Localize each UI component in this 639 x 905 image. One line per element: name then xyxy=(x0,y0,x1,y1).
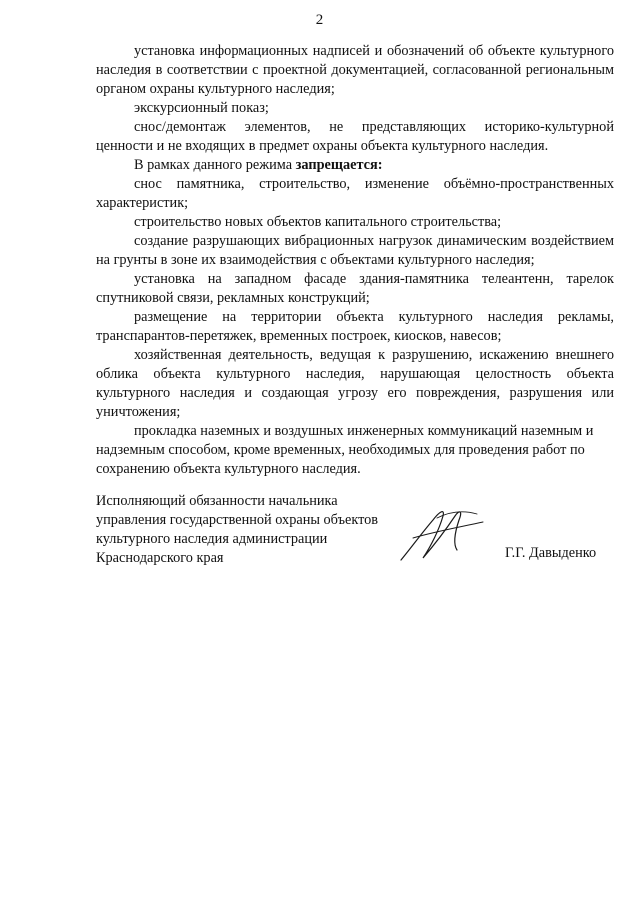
signatory-name: Г.Г. Давыденко xyxy=(505,545,597,561)
signatory-position xyxy=(96,492,396,568)
position-line: Исполняющий обязанности начальника xyxy=(96,493,338,509)
paragraph-demolition-elements: снос/демонтаж элементов, не представляющих историко-культурной ценности и не входящих в предмет охраны объекта культурного наследия. xyxy=(96,119,614,154)
paragraph-vibration-loads: создание разрушающих вибрационных нагрузок динамическим воздействием на грунты в зоне их взаимодействия с объектами культурного наследия; xyxy=(96,233,614,268)
paragraph-utilities: прокладка наземных и воздушных инженерных коммуникаций наземным и надземным способом, кроме временных, необходимых для проведения работ по сохранению объекта культурного наследия. xyxy=(96,423,594,477)
paragraph-info-signs: установка информационных надписей и обозначений об объекте культурного наследия в соответствии с проектной документацией, согласованной региональным органом охраны культурного наследия; xyxy=(96,43,614,97)
paragraph-excursion: экскурсионный показ; xyxy=(134,100,269,116)
document-body xyxy=(96,42,614,479)
paragraph-demolition-monument: снос памятника, строительство, изменение объёмно-пространственных характеристик; xyxy=(96,176,614,211)
paragraph-economic-activity: хозяйственная деятельность, ведущая к разрушению, искажению внешнего облика объекта культурного наследия, нарушающая целостность объекта культурного наследия и создающая угрозу его повреждения, разрушения или уничтожения; xyxy=(96,347,614,420)
handwritten-signature xyxy=(393,498,493,568)
position-line: культурного наследия администрации xyxy=(96,531,328,547)
paragraph-regime-intro xyxy=(96,156,614,175)
prohibited-heading: запрещается: xyxy=(295,157,383,173)
position-line: управления государственной охраны объектов xyxy=(96,512,379,528)
regime-intro-text: В рамках данного режима xyxy=(134,157,293,173)
paragraph-advertising: размещение на территории объекта культурного наследия рекламы, транспарантов-перетяжек, временных построек, киосков, навесов; xyxy=(96,309,614,344)
paragraph-new-construction: строительство новых объектов капитального строительства; xyxy=(134,214,502,230)
paragraph-antennas: установка на западном фасаде здания-памятника телеантенн, тарелок спутниковой связи, рекламных конструкций; xyxy=(96,271,614,306)
position-line: Краснодарского края xyxy=(96,550,224,566)
page-number: 2 xyxy=(315,12,324,28)
